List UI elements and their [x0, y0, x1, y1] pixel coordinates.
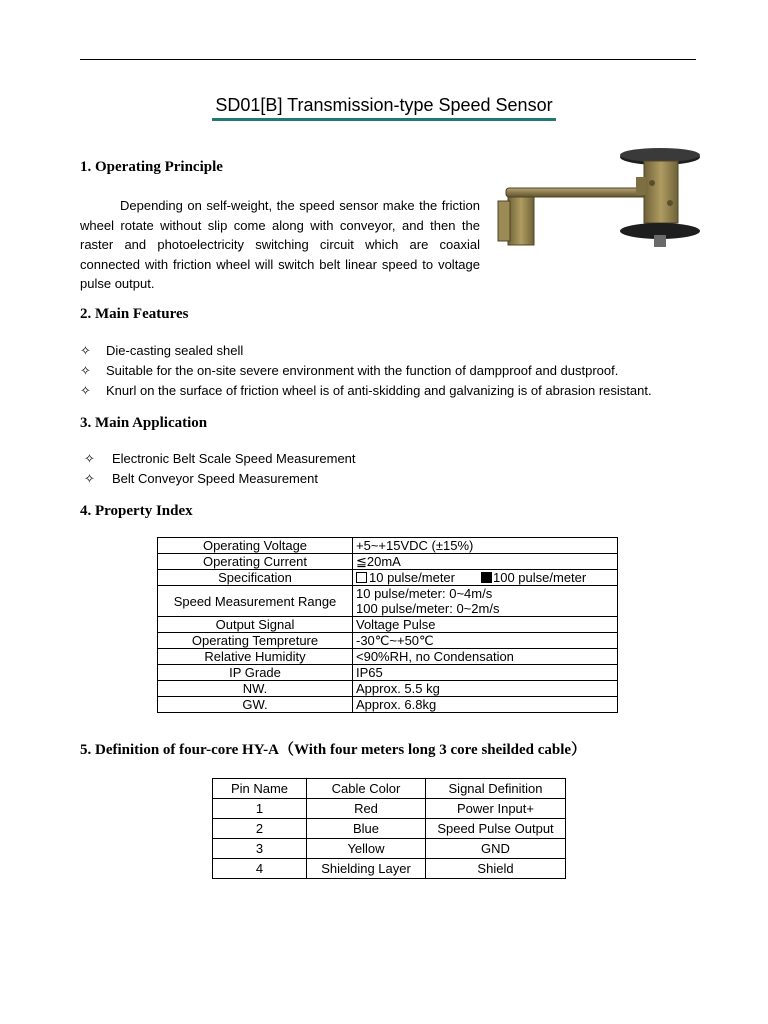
bullet-icon: ✧ — [80, 343, 91, 358]
bullet-icon: ✧ — [80, 383, 91, 398]
checked-box-icon — [481, 572, 492, 583]
table-row: NW. Approx. 5.5 kg — [158, 681, 618, 697]
pin-table — [212, 778, 566, 879]
table-row: Operating Voltage +5~+15VDC (±15%) — [158, 538, 618, 554]
heading-main-features: 2. Main Features — [80, 306, 189, 322]
list-item: ✧ Die-casting sealed shell — [80, 343, 244, 358]
heading-main-application: 3. Main Application — [80, 415, 208, 431]
bullet-icon: ✧ — [84, 451, 95, 466]
table-row: 1 Red Power Input+ — [213, 799, 566, 819]
table-row: GW. Approx. 6.8kg — [158, 697, 618, 713]
table-row: 4 Shielding Layer Shield — [213, 859, 566, 879]
table-row: IP Grade IP65 — [158, 665, 618, 681]
table-row: 2 Blue Speed Pulse Output — [213, 819, 566, 839]
speed-sensor-photo — [492, 143, 704, 255]
list-item: ✧ Knurl on the surface of friction wheel is of anti-skidding and galvanizing is of abrasion resistant. — [80, 383, 652, 398]
table-row: Relative Humidity <90%RH, no Condensation — [158, 649, 618, 665]
operating-principle-text: Depending on self-weight, the speed sensor make the friction wheel rotate without slip come along with conveyor, and then the raster and photoelectricity switching circuit which are coaxial connected with friction wheel will switch belt linear speed to voltage pulse output. — [80, 198, 480, 291]
bullet-icon: ✧ — [84, 471, 95, 486]
table-row: Specification 10 pulse/meter 100 pulse/meter — [158, 570, 618, 586]
table-row: Operating Current ≦20mA — [158, 554, 618, 570]
list-item: ✧ Belt Conveyor Speed Measurement — [84, 471, 318, 486]
table-row: Output Signal Voltage Pulse — [158, 617, 618, 633]
heading-operating-principle: 1. Operating Principle — [80, 159, 223, 175]
heading-cable-definition: 5. Definition of four-core HY-A（With four meters long 3 core sheilded cable） — [80, 742, 587, 758]
bullet-icon: ✧ — [80, 363, 91, 378]
table-row: 3 Yellow GND — [213, 839, 566, 859]
table-row: Operating Tempreture -30℃~+50℃ — [158, 633, 618, 649]
unchecked-box-icon — [356, 572, 367, 583]
table-header-row: Pin Name Cable Color Signal Definition — [213, 779, 566, 799]
list-item: ✧ Electronic Belt Scale Speed Measurement — [84, 451, 356, 466]
page-title: SD01[B] Transmission-type Speed Sensor — [0, 94, 768, 121]
heading-property-index: 4. Property Index — [80, 503, 193, 519]
list-item: ✧ Suitable for the on-site severe environment with the function of dampproof and dustproof. — [80, 363, 619, 378]
top-rule — [80, 59, 696, 60]
property-table — [157, 537, 618, 713]
table-row: Speed Measurement Range 10 pulse/meter: 0~4m/s 100 pulse/meter: 0~2m/s — [158, 586, 618, 617]
